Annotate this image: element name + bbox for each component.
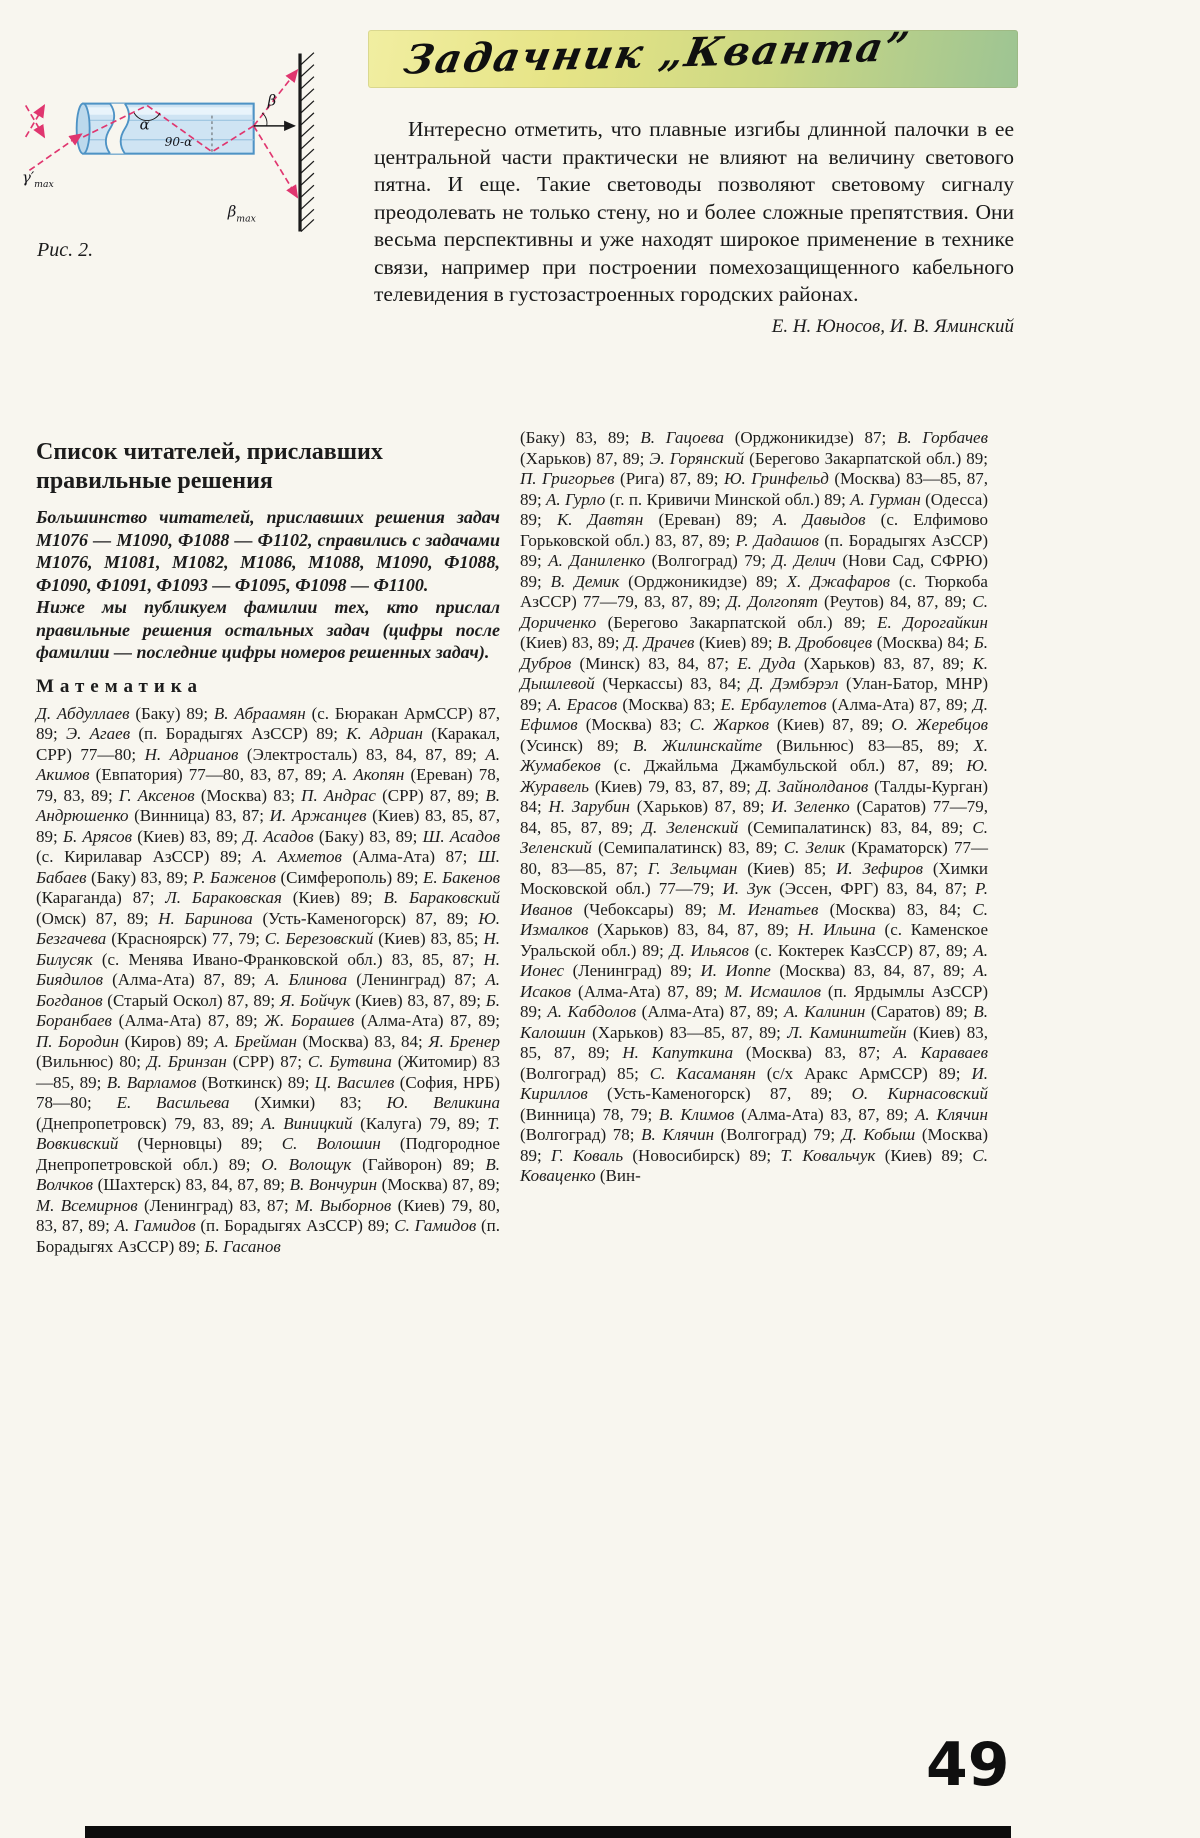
page-number: 49 bbox=[926, 1730, 1010, 1800]
figure-block bbox=[15, 48, 360, 262]
article-authors: Е. Н. Юносов, И. В. Яминский bbox=[771, 315, 1014, 337]
article-block bbox=[374, 116, 1014, 338]
right-column bbox=[520, 428, 988, 1187]
subject-heading-math: Математика bbox=[36, 675, 203, 697]
screen-wall-icon bbox=[300, 53, 314, 232]
label-beta-max: $\beta_{max}$ bbox=[227, 203, 256, 225]
readers-intro-1: Большинство читателей, приславших решения задач М1076 — М1090, Ф1088 — Ф1102, справились с задачами М1076, М1081, М1082, М1086, М1088, М1090, Ф1088, Ф1090, Ф1091, Ф1093 — Ф1095, Ф1098 — Ф1100. bbox=[36, 507, 500, 595]
left-column bbox=[36, 438, 500, 1257]
optics-figure bbox=[15, 48, 345, 238]
label-gamma-max: $\gamma'_{max}$ bbox=[21, 169, 54, 191]
figure-caption: Рис. 2. bbox=[37, 239, 94, 261]
label-90-alpha: 90-α bbox=[164, 135, 193, 150]
readers-intro-2: Ниже мы публикуем фамилии тех, кто прислал правильные решения остальных задач (цифры после фамилии — последние цифры номеров решенных задач). bbox=[36, 597, 500, 662]
label-alpha: α bbox=[139, 116, 150, 134]
scan-edge-bar bbox=[85, 1826, 1011, 1838]
readers-list-left: Д. Абдуллаев (Баку) 89; В. Абраамян (с. Бюракан АрмССР) 87, 89; Э. Агаев (п. Борадыгях АзССР) 89; К. Адриан (Каракал, СРР) 77—80; Н. Адрианов (Электросталь) 83, 84, 87, 89; А. Акимов (Евпатория) 77—80, 83, 87, 89; А. Акопян (Ереван) 78, 79, 83, 89; Г. Аксенов (Москва) 83; П. Андрас (СРР) 87, 89; В. Андрюшенко (Винница) 83, 87; И. Аржанцев (Киев) 83, 85, 87, 89; Б. Арясов (Киев) 83, 89; Д. Асадов (Баку) 83, 89; Ш. Асадов (с. Кирилавар АзССР) 89; А. Ахметов (Алма-Ата) 87; Ш. Бабаев (Баку) 83, 89; Р. Баженов (Симферополь) 89; Е. Бакенов (Караганда) 87; Л. Бараковская (Киев) 89; В. Бараковский (Омск) 87, 89; Н. Баринова (Усть-Каменогорск) 87, 89; Ю. Безгачева (Красноярск) 77, 79; С. Березовский (Киев) 83, 85; Н. Билусяк (с. Менява Ивано-Франковской обл.) 83, 85, 87; Н. Биядилов (Алма-Ата) 87, 89; А. Блинова (Ленинград) 87; А. Богданов (Старый Оскол) 87, 89; Я. Бойчук (Киев) 83, 87, 89; Б. Боранбаев (Алма-Ата) 87, 89; Ж. Борашев (Алма-Ата) 87, 89; П. Бородин (Киров) 89; А. Брейман (Москва) 83, 84; Я. Бренер (Вильнюс) 80; Д. Бринзан (СРР) 87; С. Бутвина (Житомир) 83—85, 89; В. Варламов (Воткинск) 89; Ц. Василев (София, НРБ) 78—80; Е. Васильева (Химки) 83; Ю. Великина (Днепропетровск) 79, 83, 89; А. Виницкий (Калуга) 79, 89; Т. Вовкивский (Черновцы) 89; С. Волошин (Подгородное Днепропетровской обл.) 89; О. Волощук (Гайворон) 89; В. Волчков (Шахтерск) 83, 84, 87, 89; В. Вончурин (Москва) 87, 89; М. Всемирнов (Ленинград) 83, 87; М. Выборнов (Киев) 79, 80, 83, 87, 89; А. Гамидов (п. Борадыгях АзССР) 89; С. Гамидов (п. Борадыгях АзССР) 89; Б. Гасанов bbox=[36, 703, 501, 1256]
readers-heading: Список читателей, приславших правильные решения bbox=[36, 439, 383, 494]
section-banner bbox=[368, 23, 1018, 88]
label-beta: β bbox=[267, 92, 277, 110]
article-paragraph: Интересно отметить, что плавные изгибы длинной палочки в ее центральной части практически не влияют на величину светового пятна. И еще. Такие световоды позволяют световому сигналу преодолевать не только стену, но и более сложные препятствия. Они весьма перспективны и уже находят широкое применение в технике связи, например при построении помехозащищенного кабельного телевидения в густозастроенных городских районах. bbox=[374, 117, 1014, 306]
readers-list-right: (Баку) 83, 89; В. Гацоева (Орджоникидзе) 87; В. Горбачев (Харьков) 87, 89; Э. Горянский (Берегово Закарпатской обл.) 89; П. Григорьев (Рига) 87, 89; Ю. Гринфельд (Москва) 83—85, 87, 89; А. Гурло (г. п. Кривичи Минской обл.) 89; А. Гурман (Одесса) 89; К. Давтян (Ереван) 89; А. Давыдов (с. Елфимово Горьковской обл.) 83, 87, 89; Р. Дадашов (п. Борадыгях АзССР) 89; А. Даниленко (Волгоград) 79; Д. Делич (Нови Сад, СФРЮ) 89; В. Демик (Орджоникидзе) 89; Х. Джафаров (с. Тюркоба АзССР) 77—79, 83, 87, 89; Д. Долгопят (Реутов) 84, 87, 89; С. Дориченко (Берегово Закарпатской обл.) 89; Е. Дорогайкин (Киев) 83, 89; Д. Драчев (Киев) 89; В. Дробовцев (Москва) 84; Б. Дубров (Минск) 83, 84, 87; Е. Дуда (Харьков) 83, 87, 89; К. Дышлевой (Черкассы) 83, 84; Д. Дэмбэрэл (Улан-Батор, МНР) 89; А. Ерасов (Москва) 83; Е. Ербаулетов (Алма-Ата) 87, 89; Д. Ефимов (Москва) 83; С. Жарков (Киев) 87, 89; О. Жеребцов (Усинск) 89; В. Жилинскайте (Вильнюс) 83—85, 89; Х. Жумабеков (с. Джайльма Джамбульской обл.) 87, 89; Ю. Журавель (Киев) 79, 83, 87, 89; Д. Зайнолданов (Талды-Курган) 84; Н. Зарубин (Харьков) 87, 89; И. Зеленко (Саратов) 77—79, 84, 85, 87, 89; Д. Зеленский (Семипалатинск) 83, 84, 89; С. Зеленский (Семипалатинск) 83, 89; С. Зелик (Краматорск) 77—80, 83—85, 87; Г. Зельцман (Киев) 85; И. Зефиров (Химки Московской обл.) 77—79; И. Зук (Эссен, ФРГ) 83, 84, 87; Р. Иванов (Чебоксары) 89; М. Игнатьев (Москва) 83, 84; С. Измалков (Харьков) 83, 84, 87, 89; Н. Ильина (с. Каменское Уральской обл.) 89; Д. Ильясов (с. Коктерек КазССР) 87, 89; А. Ионес (Ленинград) 89; И. Иоппе (Москва) 83, 84, 87, 89; А. Исаков (Алма-Ата) 87, 89; М. Исмаилов (п. Ярдымлы АзССР) 89; А. Кабдолов (Алма-Ата) 87, 89; А. Калинин (Саратов) 89; В. Калошин (Харьков) 83—85, 87, 89; Л. Каминштейн (Киев) 83, 85, 87, 89; Н. Капуткина (Москва) 83, 87; А. Караваев (Волгоград) 85; С. Касаманян (с/х Аракс АрмССР) 89; И. Кириллов (Усть-Каменогорск) 87, 89; О. Кирнасовский (Винница) 78, 79; В. Климов (Алма-Ата) 83, 87, 89; А. Клячин (Волгоград) 78; В. Клячин (Волгоград) 79; Д. Кобыш (Москва) 89; Г. Коваль (Новосибирск) 89; Т. Ковальчук (Киев) 89; С. Коваценко (Вин- bbox=[520, 428, 989, 1185]
section-banner-title: Задачник „Кванта” bbox=[400, 23, 915, 84]
